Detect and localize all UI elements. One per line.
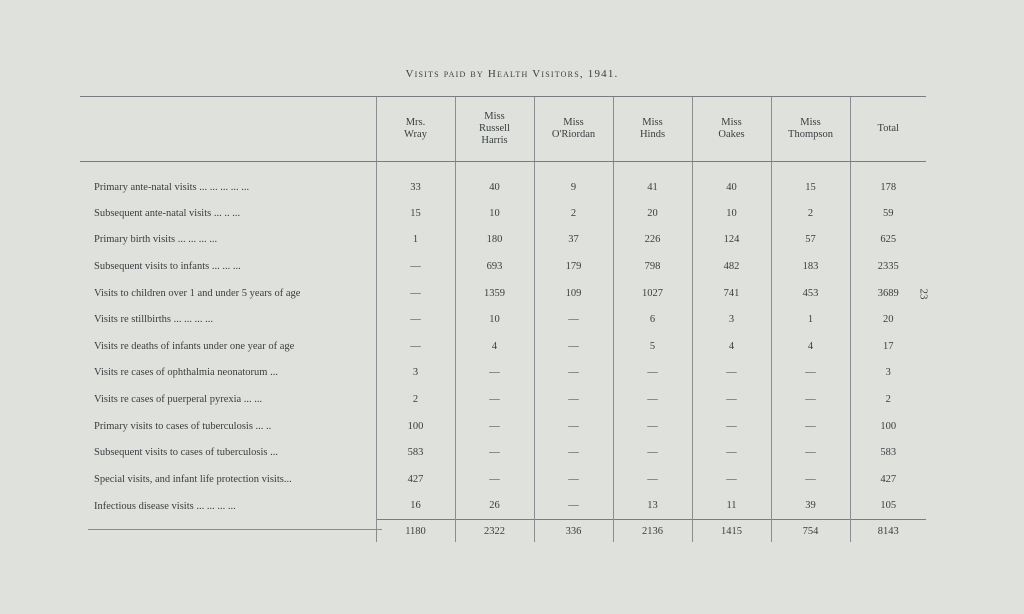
row-label: Subsequent ante-natal visits ... .. ... bbox=[94, 207, 241, 219]
column-header bbox=[850, 97, 926, 162]
table-cell: 583 bbox=[376, 439, 455, 466]
table-row bbox=[80, 227, 926, 254]
table-row bbox=[80, 386, 926, 413]
table-cell: — bbox=[613, 439, 692, 466]
table-cell: 2335 bbox=[850, 253, 926, 280]
table-cell: — bbox=[455, 439, 534, 466]
total-cell: 754 bbox=[771, 520, 850, 543]
table-row bbox=[80, 200, 926, 227]
table-cell: 16 bbox=[376, 493, 455, 520]
table-row bbox=[80, 162, 926, 201]
table-row bbox=[80, 333, 926, 360]
table-cell: 183 bbox=[771, 253, 850, 280]
table-cell: 178 bbox=[850, 162, 926, 201]
table-cell: 15 bbox=[771, 162, 850, 201]
table-cell: — bbox=[771, 466, 850, 493]
table-cell: 124 bbox=[692, 227, 771, 254]
table-cell: 2 bbox=[534, 200, 613, 227]
table-cell: 59 bbox=[850, 200, 926, 227]
table-cell: 693 bbox=[455, 253, 534, 280]
table-cell: 1 bbox=[771, 306, 850, 333]
table-cell: 26 bbox=[455, 493, 534, 520]
row-label: Visits re cases of puerperal pyrexia ... ... bbox=[94, 393, 263, 405]
table-cell: 15 bbox=[376, 200, 455, 227]
row-label: Primary birth visits ... ... ... ... bbox=[94, 234, 218, 246]
table-cell: 4 bbox=[771, 333, 850, 360]
row-label: Visits to children over 1 and under 5 years of age bbox=[94, 287, 301, 299]
table-cell: 41 bbox=[613, 162, 692, 201]
table-cell: — bbox=[376, 253, 455, 280]
table-row bbox=[80, 413, 926, 440]
table-row bbox=[80, 253, 926, 280]
row-label: Visits re cases of ophthalmia neonatorum ... bbox=[94, 367, 278, 379]
row-label: Visits re deaths of infants under one year of age bbox=[94, 340, 295, 352]
column-header-word: Thompson bbox=[788, 129, 833, 140]
table-cell: 741 bbox=[692, 280, 771, 307]
table-cell: — bbox=[534, 439, 613, 466]
total-cell: 336 bbox=[534, 520, 613, 543]
table-cell: — bbox=[455, 386, 534, 413]
table-cell: 40 bbox=[692, 162, 771, 201]
column-header-word: Russell bbox=[479, 122, 510, 134]
column-header bbox=[534, 97, 613, 162]
table-cell: 180 bbox=[455, 227, 534, 254]
table-cell: — bbox=[534, 333, 613, 360]
table-cell: 427 bbox=[376, 466, 455, 493]
table-row bbox=[80, 493, 926, 520]
column-header-word: Mrs. bbox=[405, 116, 426, 128]
table-row bbox=[80, 439, 926, 466]
table-row bbox=[80, 280, 926, 307]
table-cell: 11 bbox=[692, 493, 771, 520]
table-cell: 17 bbox=[850, 333, 926, 360]
table-cell: 10 bbox=[455, 306, 534, 333]
column-header-word: Miss bbox=[484, 110, 505, 122]
table-cell: — bbox=[534, 493, 613, 520]
table-cell: 5 bbox=[613, 333, 692, 360]
table-cell: 3689 bbox=[850, 280, 926, 307]
total-cell: 8143 bbox=[850, 520, 926, 543]
table-cell: 1359 bbox=[455, 280, 534, 307]
table-cell: — bbox=[692, 466, 771, 493]
table-cell: — bbox=[771, 360, 850, 387]
table-cell: 57 bbox=[771, 227, 850, 254]
column-header-word: Total bbox=[877, 122, 899, 134]
table-cell: — bbox=[613, 386, 692, 413]
table-cell: — bbox=[692, 439, 771, 466]
table-cell: 583 bbox=[850, 439, 926, 466]
table-cell: 4 bbox=[692, 333, 771, 360]
table-cell: 3 bbox=[376, 360, 455, 387]
table-cell: 2 bbox=[771, 200, 850, 227]
table-cell: 427 bbox=[850, 466, 926, 493]
table-cell: — bbox=[455, 360, 534, 387]
visits-table bbox=[80, 96, 926, 542]
column-header-word: Miss bbox=[563, 116, 584, 128]
table-cell: — bbox=[771, 413, 850, 440]
table-cell: — bbox=[376, 280, 455, 307]
row-label: Special visits, and infant life protection visits... bbox=[94, 473, 292, 485]
table-cell: — bbox=[613, 360, 692, 387]
table-row bbox=[80, 306, 926, 333]
column-header-word: Wray bbox=[404, 129, 427, 140]
row-label: Subsequent visits to infants ... ... ... bbox=[94, 260, 241, 272]
table-cell: — bbox=[534, 360, 613, 387]
column-header bbox=[771, 97, 850, 162]
row-label: Primary visits to cases of tuberculosis ... .. bbox=[94, 420, 272, 432]
table-cell: — bbox=[613, 413, 692, 440]
table-row bbox=[80, 360, 926, 387]
column-header bbox=[692, 97, 771, 162]
table-cell: 625 bbox=[850, 227, 926, 254]
table-cell: — bbox=[613, 466, 692, 493]
table-cell: 33 bbox=[376, 162, 455, 201]
table-cell: — bbox=[455, 413, 534, 440]
header-row bbox=[80, 97, 926, 162]
table-cell: 3 bbox=[850, 360, 926, 387]
table-cell: 798 bbox=[613, 253, 692, 280]
total-cell: 2322 bbox=[455, 520, 534, 543]
table-cell: 105 bbox=[850, 493, 926, 520]
total-cell: 1180 bbox=[376, 520, 455, 543]
column-header-word: Oakes bbox=[718, 129, 745, 140]
table-cell: 4 bbox=[455, 333, 534, 360]
table-cell: — bbox=[534, 466, 613, 493]
table-cell: 109 bbox=[534, 280, 613, 307]
table-cell: 1027 bbox=[613, 280, 692, 307]
table-cell: 40 bbox=[455, 162, 534, 201]
table-cell: 39 bbox=[771, 493, 850, 520]
row-label: Visits re stillbirths ... ... ... ... bbox=[94, 314, 213, 326]
row-label: Infectious disease visits ... ... ... ... bbox=[94, 500, 236, 512]
header-label-cell bbox=[80, 97, 376, 162]
page-number: 23 bbox=[917, 288, 930, 300]
table-cell: — bbox=[771, 439, 850, 466]
column-header-word: Miss bbox=[721, 116, 742, 128]
table-cell: — bbox=[376, 306, 455, 333]
table-cell: — bbox=[771, 386, 850, 413]
table-cell: — bbox=[692, 386, 771, 413]
table-cell: 226 bbox=[613, 227, 692, 254]
table-cell: 6 bbox=[613, 306, 692, 333]
footer-rule bbox=[88, 529, 382, 530]
table-cell: 20 bbox=[613, 200, 692, 227]
column-header-word: Hinds bbox=[639, 129, 666, 140]
column-header-word: Miss bbox=[800, 116, 821, 128]
table-cell: 20 bbox=[850, 306, 926, 333]
table-cell: 179 bbox=[534, 253, 613, 280]
table-cell: 2 bbox=[850, 386, 926, 413]
table-cell: 37 bbox=[534, 227, 613, 254]
table-cell: 1 bbox=[376, 227, 455, 254]
column-header-word: Harris bbox=[481, 135, 508, 147]
table-row bbox=[80, 466, 926, 493]
table-cell: — bbox=[534, 386, 613, 413]
table-cell: — bbox=[692, 360, 771, 387]
column-header bbox=[376, 97, 455, 162]
table-cell: 482 bbox=[692, 253, 771, 280]
table-body bbox=[80, 162, 926, 543]
table-cell: 453 bbox=[771, 280, 850, 307]
row-label: Primary ante-natal visits ... ... ... ... ... bbox=[94, 181, 250, 193]
total-cell: 2136 bbox=[613, 520, 692, 543]
column-header-word: Miss bbox=[642, 116, 663, 128]
table-title: Visits paid by Health Visitors, 1941. bbox=[405, 68, 619, 80]
table-cell: 2 bbox=[376, 386, 455, 413]
table-cell: 10 bbox=[455, 200, 534, 227]
table-cell: 9 bbox=[534, 162, 613, 201]
column-header bbox=[455, 97, 534, 162]
table-cell: 100 bbox=[850, 413, 926, 440]
table-cell: — bbox=[534, 413, 613, 440]
table-header bbox=[80, 97, 926, 162]
total-cell: 1415 bbox=[692, 520, 771, 543]
table-cell: — bbox=[692, 413, 771, 440]
table-cell: — bbox=[534, 306, 613, 333]
table-cell: 3 bbox=[692, 306, 771, 333]
table-cell: 10 bbox=[692, 200, 771, 227]
table-cell: — bbox=[455, 466, 534, 493]
totals-row bbox=[80, 520, 926, 543]
totals-label-cell bbox=[80, 520, 376, 543]
column-header-word: O'Riordan bbox=[551, 129, 596, 140]
row-label: Subsequent visits to cases of tuberculosis ... bbox=[94, 447, 279, 459]
column-header bbox=[613, 97, 692, 162]
table-cell: 100 bbox=[376, 413, 455, 440]
table-cell: — bbox=[376, 333, 455, 360]
table-cell: 13 bbox=[613, 493, 692, 520]
